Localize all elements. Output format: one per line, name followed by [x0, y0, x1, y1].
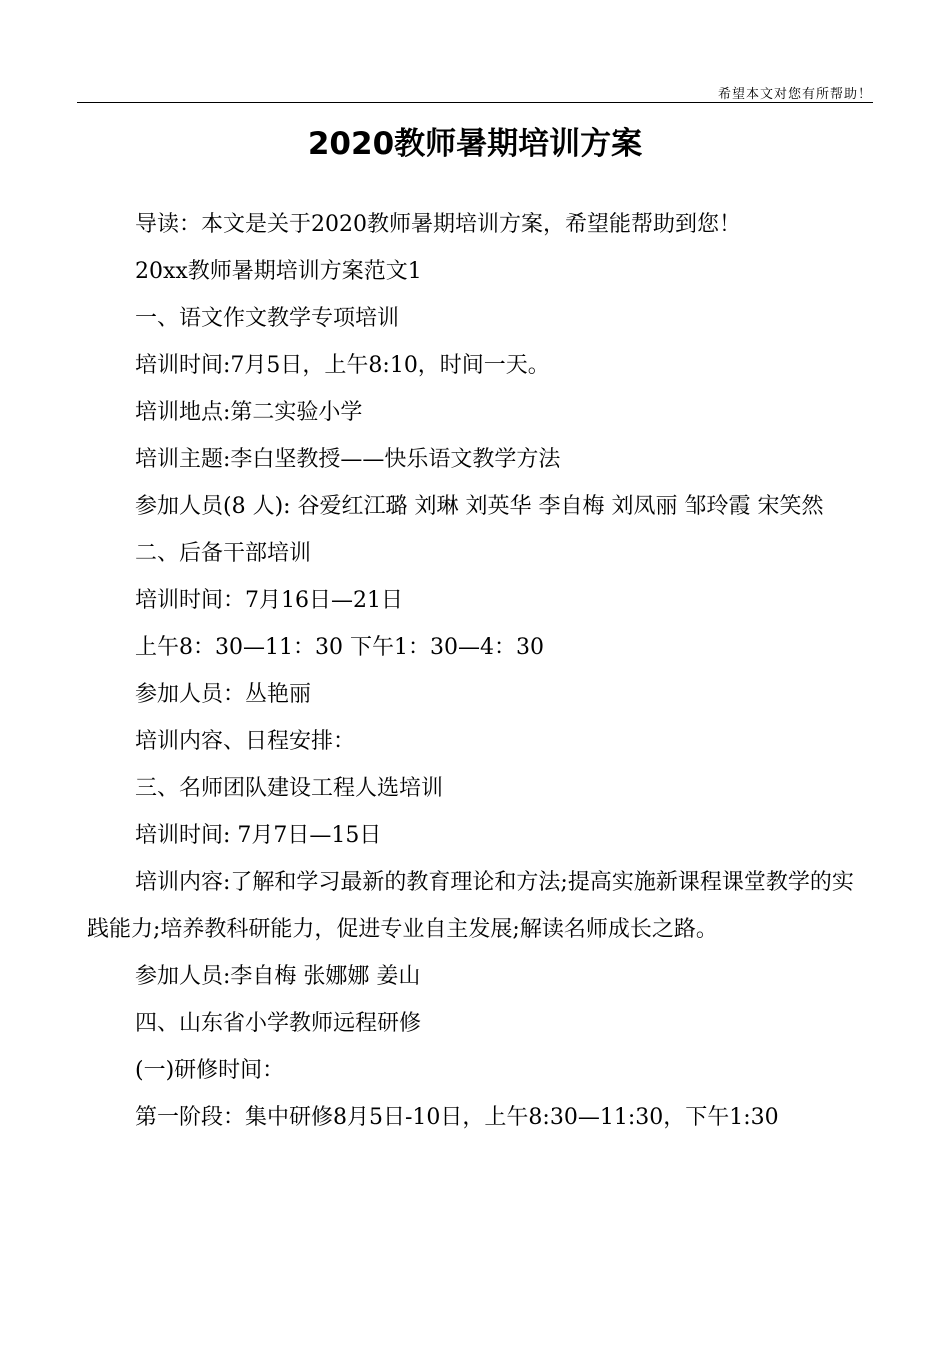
paragraph: 参加人员:李自梅 张娜娜 姜山 — [135, 964, 421, 989]
paragraph: 培训时间: 7月7日—15日 — [135, 823, 382, 848]
paragraph-participants: 参加人员(8 人): 谷爱红江璐 刘琳 刘英华 李自梅 刘凤丽 邹玲霞 宋笑然 — [135, 494, 824, 519]
paragraph-sample-heading: 20xx教师暑期培训方案范文1 — [135, 259, 422, 284]
paragraph: 培训时间:7月5日，上午8:10，时间一天。 — [135, 353, 550, 378]
paragraph-intro: 导读：本文是关于2020教师暑期培训方案，希望能帮助到您！ — [135, 212, 741, 237]
section-heading-4: 四、山东省小学教师远程研修 — [135, 1011, 422, 1036]
section-heading-2: 二、后备干部培训 — [135, 541, 312, 566]
paragraph: (一)研修时间： — [135, 1058, 285, 1083]
paragraph: 培训时间：7月16日—21日 — [135, 588, 403, 613]
paragraph-content: 培训内容:了解和学习最新的教育理论和方法;提高实施新课程课堂教学的实践能力;培养教科研能力，促进专业自主发展;解读名师成长之路。 — [87, 870, 854, 942]
paragraph: 培训内容、日程安排： — [135, 729, 356, 754]
paragraph: 上午8：30—11：30 下午1：30—4：30 — [135, 635, 544, 660]
paragraph: 参加人员：丛艳丽 — [135, 682, 312, 707]
header-note: 希望本文对您有所帮助！ — [717, 87, 872, 102]
header-divider — [77, 102, 873, 103]
paragraph: 培训主题:李白坚教授——快乐语文教学方法 — [135, 447, 561, 472]
paragraph: 培训地点:第二实验小学 — [135, 400, 363, 425]
document-title: 2020教师暑期培训方案 — [307, 126, 643, 162]
section-heading-1: 一、语文作文教学专项培训 — [135, 306, 400, 331]
document-body — [87, 201, 863, 1141]
paragraph: 第一阶段：集中研修8月5日-10日，上午8:30—11:30，下午1:30 — [135, 1105, 779, 1130]
section-heading-3: 三、名师团队建设工程人选培训 — [135, 776, 444, 801]
